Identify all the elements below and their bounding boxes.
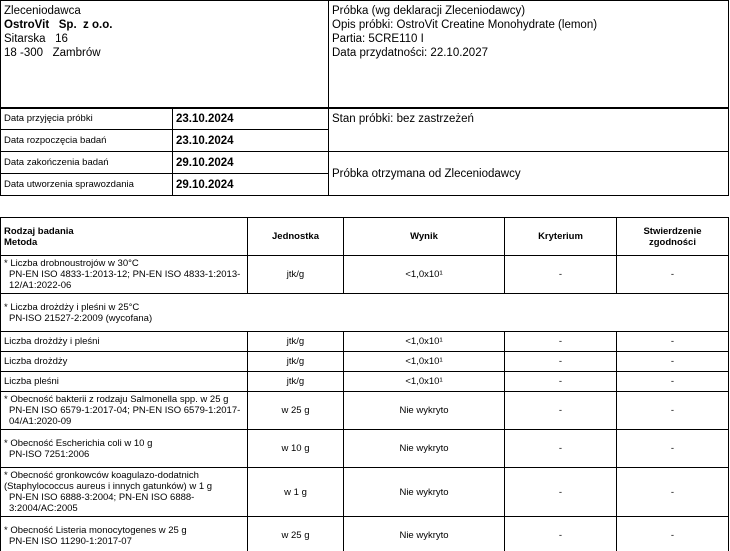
result-unit: jtk/g bbox=[248, 332, 344, 352]
result-value: <1,0x10¹ bbox=[344, 332, 505, 352]
result-test: * Obecność Escherichia coli w 10 g bbox=[4, 437, 153, 449]
result-conformity: - bbox=[617, 430, 729, 468]
dates-table bbox=[0, 107, 729, 196]
header-test: Rodzaj badania bbox=[4, 225, 74, 237]
result-method: PN-ISO 21527-2:2009 (wycofana) bbox=[9, 312, 153, 324]
result-conformity: - bbox=[617, 372, 729, 392]
result-value: <1,0x10¹ bbox=[344, 352, 505, 372]
result-unit: w 1 g bbox=[248, 468, 344, 517]
header-conformity-line2: zgodności bbox=[649, 236, 696, 248]
date-value: 29.10.2024 bbox=[173, 174, 329, 196]
result-row bbox=[1, 372, 729, 392]
result-unit: w 25 g bbox=[248, 517, 344, 551]
results-header-row bbox=[1, 218, 729, 256]
result-test-cell bbox=[1, 256, 248, 294]
result-criterion: - bbox=[505, 517, 617, 551]
result-test-cell bbox=[1, 430, 248, 468]
result-value: <1,0x10¹ bbox=[344, 256, 505, 294]
result-conformity: - bbox=[617, 352, 729, 372]
result-unit: w 10 g bbox=[248, 430, 344, 468]
result-test: * Liczba drobnoustrojów w 30°C bbox=[4, 258, 139, 269]
result-row bbox=[1, 517, 729, 551]
result-conformity: - bbox=[617, 392, 729, 430]
date-label: Data zakończenia badań bbox=[1, 152, 173, 174]
result-criterion: - bbox=[505, 372, 617, 392]
sample-received: Próbka otrzymana od Zleceniodawcy bbox=[329, 152, 729, 196]
header-method: Metoda bbox=[4, 236, 38, 248]
result-criterion: - bbox=[505, 332, 617, 352]
result-test: Liczba pleśni bbox=[1, 372, 248, 392]
result-conformity: - bbox=[617, 468, 729, 517]
result-value: Nie wykryto bbox=[344, 430, 505, 468]
header-unit-label: Jednostka bbox=[272, 231, 319, 242]
results-table bbox=[0, 217, 729, 551]
result-conformity: - bbox=[617, 517, 729, 551]
date-value: 23.10.2024 bbox=[173, 108, 329, 130]
date-label: Data rozpoczęcia badań bbox=[1, 130, 173, 152]
result-test-cell bbox=[1, 517, 248, 551]
result-row bbox=[1, 256, 729, 294]
result-method: PN-EN ISO 6888-3:2004; PN-EN ISO 6888-3:2004/AC:2005 bbox=[9, 492, 195, 514]
result-test: * Obecność bakterii z rodzaju Salmonella spp. w 25 g bbox=[4, 394, 229, 405]
result-value: Nie wykryto bbox=[344, 468, 505, 517]
result-unit: jtk/g bbox=[248, 256, 344, 294]
result-criterion: - bbox=[505, 352, 617, 372]
sample-description: Opis próbki: OstroVit Creatine Monohydrate (lemon) bbox=[332, 19, 598, 31]
result-method: PN-EN ISO 4833-1:2013-12; PN-EN ISO 4833-1:2013-12/A1:2022-06 bbox=[9, 269, 241, 291]
date-value: 23.10.2024 bbox=[173, 130, 329, 152]
result-criterion: - bbox=[505, 430, 617, 468]
date-value: 29.10.2024 bbox=[173, 152, 329, 174]
date-row bbox=[1, 108, 729, 130]
result-value: <1,0x10¹ bbox=[344, 372, 505, 392]
header-table bbox=[0, 0, 729, 109]
result-unit: w 25 g bbox=[248, 392, 344, 430]
result-row bbox=[1, 332, 729, 352]
result-test: Liczba drożdży bbox=[1, 352, 248, 372]
date-row bbox=[1, 152, 729, 174]
date-label: Data przyjęcia próbki bbox=[1, 108, 173, 130]
header-result bbox=[344, 218, 505, 256]
header-conformity bbox=[617, 218, 729, 256]
result-row bbox=[1, 392, 729, 430]
header-test-method bbox=[1, 218, 248, 256]
result-group-row bbox=[1, 294, 729, 332]
header-criterion-label: Kryterium bbox=[538, 231, 583, 242]
date-label: Data utworzenia sprawozdania bbox=[1, 174, 173, 196]
result-value: Nie wykryto bbox=[344, 392, 505, 430]
result-test-cell bbox=[1, 392, 248, 430]
result-group-cell bbox=[1, 294, 729, 332]
client-section bbox=[1, 1, 329, 109]
result-method: PN-EN ISO 6579-1:2017-04; PN-EN ISO 6579-1:2017-04/A1:2020-09 bbox=[9, 405, 241, 427]
result-row bbox=[1, 352, 729, 372]
result-row bbox=[1, 430, 729, 468]
result-conformity: - bbox=[617, 332, 729, 352]
sample-heading: Próbka (wg deklaracji Zleceniodawcy) bbox=[332, 5, 526, 17]
result-test: * Obecność gronkowców koagulazo-dodatnich (Staphylococcus aureus i innych gatunków) w 1 g bbox=[4, 470, 213, 492]
result-method: PN-EN ISO 11290-1:2017-07 bbox=[9, 535, 132, 547]
client-street: Sitarska 16 bbox=[4, 33, 68, 45]
header-conformity-line1: Stwierdzenie bbox=[643, 225, 702, 237]
result-criterion: - bbox=[505, 468, 617, 517]
client-name: OstroVit Sp. z o.o. bbox=[4, 19, 113, 31]
result-row bbox=[1, 468, 729, 517]
result-test: * Obecność Listeria monocytogenes w 25 g bbox=[4, 524, 187, 536]
result-test-cell bbox=[1, 468, 248, 517]
client-city: 18 -300 Zambrów bbox=[4, 47, 101, 59]
sample-batch: Partia: 5CRE110 I bbox=[332, 33, 424, 45]
result-unit: jtk/g bbox=[248, 372, 344, 392]
result-criterion: - bbox=[505, 256, 617, 294]
header-criterion bbox=[505, 218, 617, 256]
result-criterion: - bbox=[505, 392, 617, 430]
result-test: * Liczba drożdży i pleśni w 25°C bbox=[4, 301, 140, 313]
result-value: Nie wykryto bbox=[344, 517, 505, 551]
result-method: PN-ISO 7251:2006 bbox=[9, 448, 90, 460]
result-conformity: - bbox=[617, 256, 729, 294]
header-unit bbox=[248, 218, 344, 256]
sample-section bbox=[329, 1, 729, 109]
result-test: Liczba drożdży i pleśni bbox=[1, 332, 248, 352]
client-heading: Zleceniodawca bbox=[4, 5, 81, 17]
result-unit: jtk/g bbox=[248, 352, 344, 372]
sample-expiry: Data przydatności: 22.10.2027 bbox=[332, 47, 488, 59]
header-result-label: Wynik bbox=[410, 231, 438, 242]
sample-state: Stan próbki: bez zastrzeżeń bbox=[329, 108, 729, 152]
